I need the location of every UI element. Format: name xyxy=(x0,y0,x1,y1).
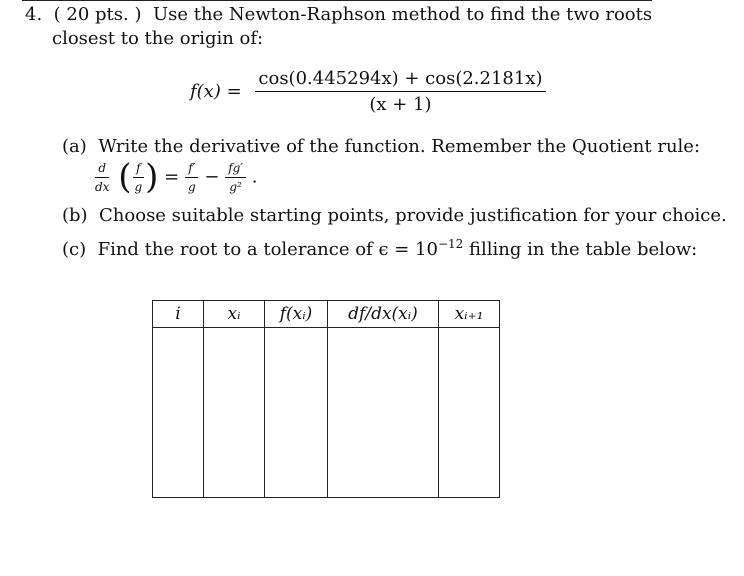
header-f-xi: f(xᵢ) xyxy=(265,301,328,328)
part-b-label: (b) xyxy=(62,205,88,226)
table-row xyxy=(153,328,500,498)
function-fraction xyxy=(255,68,545,115)
part-c-exponent: −12 xyxy=(437,237,464,251)
part-c-label: (c) xyxy=(62,239,87,260)
function-denominator: (x + 1) xyxy=(369,94,432,115)
part-a xyxy=(62,136,700,157)
cell-dfdx-xi[interactable] xyxy=(328,328,439,498)
quotient-rule-text xyxy=(92,160,165,167)
header-xi: xᵢ xyxy=(204,301,265,328)
function-equation xyxy=(190,68,546,115)
top-rule xyxy=(22,0,652,1)
table-header-row xyxy=(153,301,500,328)
part-c-text-after: filling in the table below: xyxy=(463,239,698,260)
header-xi-plus-1: xᵢ₊₁ xyxy=(439,301,500,328)
part-b xyxy=(62,205,727,226)
part-c xyxy=(62,237,697,260)
part-b-text: Choose suitable starting points, provide justification for your choice. xyxy=(99,205,727,226)
question-header xyxy=(25,4,652,25)
quotient-rule-visual: $\frac{d}{dx}$ ( $\frac{f}{g}$ ) = $\frac{f'}{g}$ − $\frac{fg'}{\text{g²}}$ . xyxy=(95,157,258,197)
cell-i[interactable] xyxy=(153,328,204,498)
part-a-label: (a) xyxy=(62,136,87,157)
quotient-rule xyxy=(92,157,258,197)
cell-xi[interactable] xyxy=(204,328,265,498)
part-a-text: Write the derivative of the function. Remember the Quotient rule: xyxy=(98,136,701,157)
function-lhs: f(x) = xyxy=(190,81,242,102)
question-number: 4. xyxy=(25,4,43,25)
part-c-text-before: Find the root to a tolerance of ϵ = 10 xyxy=(97,239,438,260)
cell-f-xi[interactable] xyxy=(265,328,328,498)
question-points: ( 20 pts. ) xyxy=(53,4,142,25)
question-text-line1: Use the Newton-Raphson method to find the two roots xyxy=(152,4,653,25)
question-text-line2: closest to the origin of: xyxy=(52,28,264,49)
cell-xi-plus-1[interactable] xyxy=(439,328,500,498)
newton-raphson-table xyxy=(152,300,500,498)
header-dfdx-xi: df/dx(xᵢ) xyxy=(328,301,439,328)
header-i: i xyxy=(153,301,204,328)
function-numerator: cos(0.445294x) + cos(2.2181x) xyxy=(255,68,545,92)
